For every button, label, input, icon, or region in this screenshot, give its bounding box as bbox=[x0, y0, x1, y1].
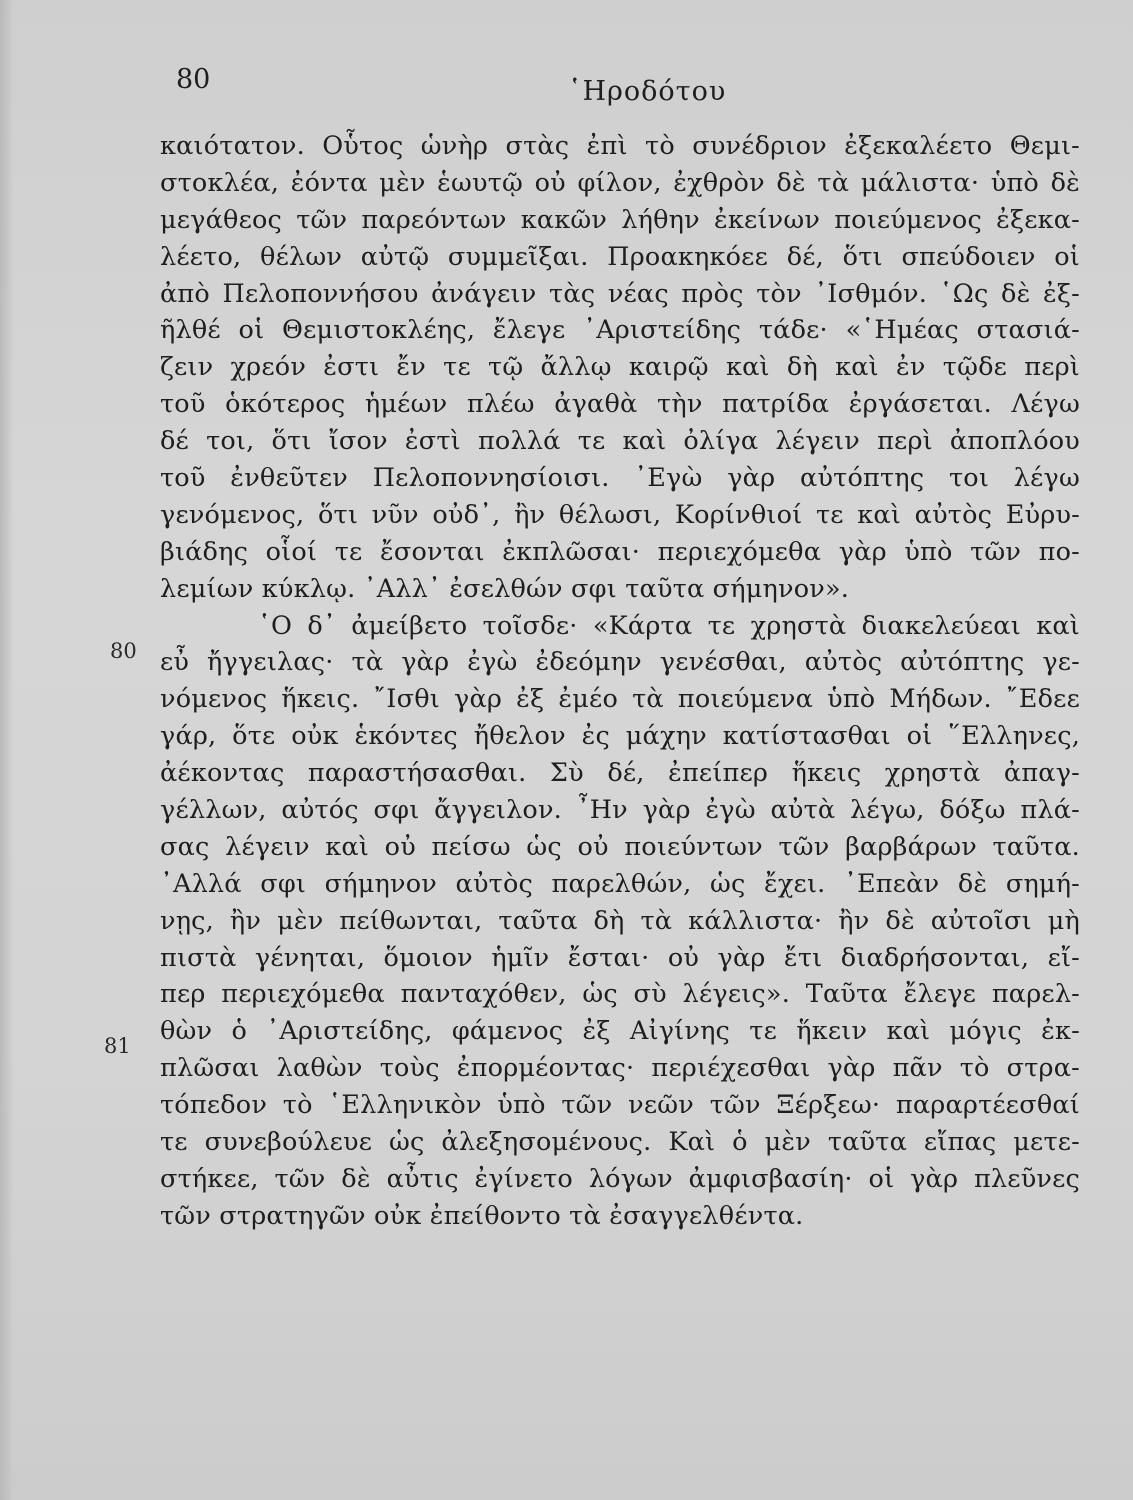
text-line: μεγάθεος τῶν παρεόντων κακῶν λήθην ἐκείνων ποιεύμενος ἐξεκα- bbox=[160, 204, 1080, 235]
text-line: νόμενος ἥκεις. ῎Ισθι γὰρ ἐξ ἐμέο τὰ ποιεύμενα ὑπὸ Μήδων. ῎Εδεε bbox=[160, 684, 1080, 715]
text-line: γενόμενος, ὅτι νῦν οὐδ᾿, ἢν θέλωσι, Κορίνθιοί τε καὶ αὐτὸς Εὐρυ- bbox=[160, 499, 1080, 530]
text-line: δέ τοι, ὅτι ἴσον ἐστὶ πολλά τε καὶ ὀλίγα λέγειν περὶ ἀποπλόου bbox=[160, 426, 1080, 457]
text-line: πιστὰ γένηται, ὅμοιον ἡμῖν ἔσται· οὐ γὰρ ἔτι διαδρήσονται, εἴ- bbox=[160, 942, 1080, 973]
text-line: γάρ, ὅτε οὐκ ἑκόντες ἤθελον ἐς μάχην κατίστασθαι οἱ ῞Ελληνες, bbox=[160, 721, 1080, 752]
text-line: λέετο, θέλων αὐτῷ συμμεῖξαι. Προακηκόεε δέ, ὅτι σπεύδοιεν οἱ bbox=[160, 241, 1080, 272]
text-line: νῃς, ἢν μὲν πείθωνται, ταῦτα δὴ τὰ κάλλιστα· ἢν δὲ αὐτοῖσι μὴ bbox=[160, 905, 1080, 936]
text-line: καιότατον. Οὗτος ὡνὴρ στὰς ἐπὶ τὸ συνέδριον ἐξεκαλέετο Θεμι- bbox=[160, 131, 1080, 161]
text-line: στήκεε, τῶν δὲ αὖτις ἐγίνετο λόγων ἀμφισβασίη· οἱ γὰρ πλεῦνες bbox=[160, 1163, 1080, 1194]
running-title: ῾Ηροδότου bbox=[568, 76, 727, 107]
text-line: περ περιεχόμεθα πανταχόθεν, ὡς σὺ λέγεις». Ταῦτα ἔλεγε παρελ- bbox=[160, 979, 1080, 1010]
text-line: ζειν χρεόν ἐστι ἔν τε τῷ ἄλλῳ καιρῷ καὶ δὴ καὶ ἐν τῷδε περὶ bbox=[160, 352, 1080, 383]
text-line: ῆλθέ οἱ Θεμιστοκλέης, ἔλεγε ᾿Αριστείδης τάδε· «῾Ημέας στασιά- bbox=[160, 315, 1080, 346]
margin-section-number-80: 80 bbox=[110, 639, 137, 663]
text-line: λεμίων κύκλῳ. ᾿Αλλ᾿ ἐσελθών σφι ταῦτα σήμηνον». bbox=[160, 573, 850, 604]
text-line: στοκλέα, ἐόντα μὲν ἑωυτῷ οὐ φίλον, ἐχθρὸν δὲ τὰ μάλιστα· ὑπὸ δὲ bbox=[160, 167, 1080, 198]
text-line: ἀέκοντας παραστήσασθαι. Σὺ δέ, ἐπείπερ ἥκεις χρηστὰ ἀπαγ- bbox=[160, 758, 1080, 789]
page-number: 80 bbox=[176, 64, 211, 95]
text-line: πλῶσαι λαθὼν τοὺς ἐπορμέοντας· περιέχεσθαι γὰρ πᾶν τὸ στρα- bbox=[160, 1053, 1080, 1084]
text-line: γέλλων, αὐτός σφι ἄγγειλον. ῏Ην γὰρ ἐγὼ αὐτὰ λέγω, δόξω πλά- bbox=[160, 795, 1080, 826]
body-text bbox=[160, 128, 1080, 1235]
page-edge-shadow bbox=[0, 0, 14, 1500]
text-line: τε συνεβούλευε ὡς ἀλεξησομένους. Καὶ ὁ μὲν ταῦτα εἴπας μετε- bbox=[160, 1127, 1080, 1158]
text-line: ῾Ο δ᾿ ἀμείβετο τοῖσδε· «Κάρτα τε χρηστὰ διακελεύεαι καὶ bbox=[258, 610, 1080, 641]
text-line: τοῦ ἐνθεῦτεν Πελοποννησίοισι. ᾿Εγὼ γὰρ αὐτόπτης τοι λέγω bbox=[160, 463, 1080, 494]
text-line: τόπεδον τὸ ῾Ελληνικὸν ὑπὸ τῶν νεῶν τῶν Ξέρξεω· παραρτέεσθαί bbox=[160, 1090, 1080, 1121]
text-line: ἀπὸ Πελοποννήσου ἀνάγειν τὰς νέας πρὸς τὸν ᾿Ισθμόν. ῾Ως δὲ ἐξ- bbox=[160, 278, 1080, 309]
margin-section-number-81: 81 bbox=[104, 1034, 131, 1058]
text-line: σας λέγειν καὶ οὐ πείσω ὡς οὐ ποιεύντων τῶν βαρβάρων ταῦτα. bbox=[160, 831, 1080, 862]
text-line: θὼν ὁ ᾿Αριστείδης, φάμενος ἐξ Αἰγίνης τε ἥκειν καὶ μόγις ἐκ- bbox=[160, 1016, 1080, 1047]
text-line: εὖ ἤγγειλας· τὰ γὰρ ἐγὼ ἐδεόμην γενέσθαι, αὐτὸς αὐτόπτης γε- bbox=[160, 647, 1080, 678]
text-line: τῶν στρατηγῶν οὐκ ἐπείθοντο τὰ ἐσαγγελθέντα. bbox=[160, 1200, 804, 1231]
text-line: βιάδης οἷοί τε ἔσονται ἐκπλῶσαι· περιεχόμεθα γὰρ ὑπὸ τῶν πο- bbox=[160, 536, 1080, 567]
text-line: ᾿Αλλά σφι σήμηνον αὐτὸς παρελθών, ὡς ἔχει. ᾿Επεὰν δὲ σημή- bbox=[160, 868, 1080, 899]
text-line: τοῦ ὁκότερος ἡμέων πλέω ἀγαθὰ τὴν πατρίδα ἐργάσεται. Λέγω bbox=[160, 389, 1080, 420]
